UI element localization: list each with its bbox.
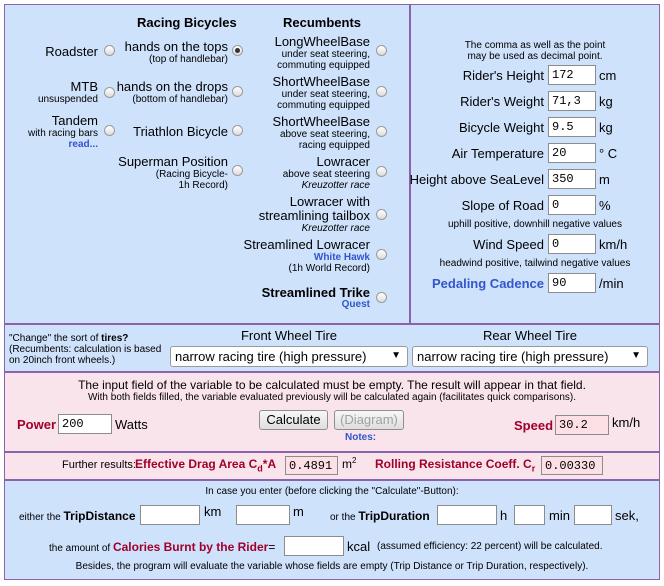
bike-weight-label: Bicycle Weight <box>458 120 544 135</box>
trip-distance-km-input[interactable] <box>140 505 200 525</box>
rolling-output[interactable]: 0.00330 <box>541 456 603 475</box>
lwb-radio[interactable] <box>376 45 387 56</box>
slope-unit: % <box>599 198 611 213</box>
trip-duration-min-unit: min <box>549 508 570 523</box>
drag-area-sub: d <box>257 463 263 474</box>
front-tire-select[interactable] <box>170 346 408 367</box>
wind-input[interactable]: 0 <box>548 234 596 254</box>
front-tire-value: narrow racing tire (high pressure) <box>175 349 367 364</box>
drag-area-output[interactable]: 0.4891 <box>285 456 338 475</box>
trip-duration-min-input[interactable] <box>514 505 545 525</box>
tire-change-text: "Change" the sort of <box>9 333 102 344</box>
drag-area-unit <box>342 456 356 471</box>
lwb-sublabel-2: commuting equipped <box>277 60 370 71</box>
racing-bicycles-header: Racing Bicycles <box>137 15 237 30</box>
height-input[interactable]: 172 <box>548 65 596 85</box>
stream-low-label: Streamlined Lowracer <box>243 237 370 252</box>
superman-radio[interactable] <box>232 165 243 176</box>
lwb-sublabel-1: under seat steering, <box>281 49 370 60</box>
speed-input[interactable]: 30.2 <box>555 415 609 435</box>
power-unit: Watts <box>115 417 148 432</box>
trip-duration-sek-input[interactable] <box>574 505 612 525</box>
tops-sublabel: (top of handlebar) <box>149 54 228 65</box>
weight-label: Rider's Weight <box>460 94 544 109</box>
triathlon-label: Triathlon Bicycle <box>133 124 228 139</box>
chevron-down-icon: ▼ <box>631 350 641 361</box>
cadence-unit: /min <box>599 276 624 291</box>
calories-label <box>49 540 275 554</box>
sea-input[interactable]: 350 <box>548 169 596 189</box>
quest-link[interactable]: Quest <box>341 299 370 310</box>
swb2-sublabel-2: racing equipped <box>298 140 370 151</box>
or-text: or the <box>330 512 359 523</box>
lowtail-label-2: streamlining tailbox <box>258 208 370 223</box>
calculate-button[interactable]: Calculate <box>259 410 328 430</box>
superman-label: Superman Position <box>118 154 228 169</box>
drag-area-tail: *A <box>262 457 277 471</box>
calories-prefix: the amount of <box>49 543 113 554</box>
drops-sublabel: (bottom of handlebar) <box>132 94 228 105</box>
swb-radio[interactable] <box>376 86 387 97</box>
rear-tire-select[interactable] <box>412 346 648 367</box>
lowracer-sublabel-1: above seat steering <box>282 169 370 180</box>
drag-area-unit-sup: 2 <box>352 456 357 465</box>
tire-change-note-3: on 20inch front wheels.) <box>9 355 116 366</box>
swb-sublabel-2: commuting equipped <box>277 100 370 111</box>
speed-label: Speed <box>514 418 554 433</box>
rolling-label <box>375 457 535 473</box>
calories-text: Calories Burnt by the Rider <box>112 540 269 554</box>
drops-label: hands on the drops <box>116 79 228 94</box>
slope-input[interactable]: 0 <box>548 195 596 215</box>
swb-label: ShortWheelBase <box>272 74 370 89</box>
front-tire-header: Front Wheel Tire <box>240 328 338 343</box>
lowracer-radio[interactable] <box>376 166 387 177</box>
wind-note: headwind positive, tailwind negative values <box>439 258 631 269</box>
weight-unit: kg <box>599 94 613 109</box>
mtb-radio[interactable] <box>104 87 115 98</box>
trip-duration-h-input[interactable] <box>437 505 497 525</box>
sea-label: Height above SeaLevel <box>409 172 544 187</box>
lowtail-sublabel: Kreuzotter race <box>301 223 370 234</box>
tire-change-note-2: (Recumbents: calculation is based <box>9 344 162 355</box>
roadster-label: Roadster <box>45 44 98 59</box>
calories-input[interactable] <box>284 536 344 556</box>
recumbents-header: Recumbents <box>283 15 362 30</box>
calories-eq: = <box>268 540 276 554</box>
drops-radio[interactable] <box>232 86 243 97</box>
drag-area-label <box>135 457 276 473</box>
weight-input[interactable]: 71,3 <box>548 91 596 111</box>
tandem-radio[interactable] <box>104 125 115 136</box>
rear-tire-value: narrow racing tire (high pressure) <box>417 349 609 364</box>
stream-low-radio[interactable] <box>376 249 387 260</box>
trike-label: Streamlined Trike <box>261 285 370 300</box>
slope-note: uphill positive, downhill negative values <box>448 219 622 230</box>
lowtail-radio[interactable] <box>376 209 387 220</box>
white-hawk-link[interactable]: White Hawk <box>313 252 370 263</box>
temp-input[interactable]: 20 <box>548 143 596 163</box>
trip-distance-label <box>19 509 136 523</box>
slope-label: Slope of Road <box>461 198 544 213</box>
diagram-button[interactable]: (Diagram) <box>334 410 404 430</box>
trip-duration-h-unit: h <box>500 508 508 523</box>
bike-weight-unit: kg <box>599 120 613 135</box>
trike-radio[interactable] <box>376 292 387 303</box>
lowtail-label-1: Lowracer with <box>289 194 370 209</box>
bike-weight-input[interactable]: 9.5 <box>548 117 596 137</box>
rolling-text: Rolling Resistance Coeff. C <box>375 457 532 471</box>
calories-unit: kcal <box>347 539 371 554</box>
power-input[interactable]: 200 <box>58 414 112 434</box>
superman-sublabel-2: 1h Record) <box>178 180 228 191</box>
besides-note: Besides, the program will evaluate the variable whose fields are empty (Trip Distance or Trip Duration, respectively). <box>75 561 589 572</box>
notes-link[interactable]: Notes: <box>345 432 377 443</box>
cadence-label[interactable]: Pedaling Cadence <box>432 276 544 291</box>
swb2-radio[interactable] <box>376 126 387 137</box>
lwb-label: LongWheelBase <box>274 34 370 49</box>
temp-unit: ° C <box>599 146 618 161</box>
roadster-radio[interactable] <box>104 45 115 56</box>
cadence-input[interactable]: 90 <box>548 273 596 293</box>
height-label: Rider's Height <box>462 68 544 83</box>
temp-label: Air Temperature <box>451 146 544 161</box>
lowracer-label: Lowracer <box>316 154 370 169</box>
decimal-note-1: The comma as well as the point <box>464 40 606 51</box>
tops-label: hands on the tops <box>124 39 228 54</box>
tandem-sublabel: with racing bars <box>27 128 98 139</box>
further-label: Further results: <box>62 459 136 471</box>
trip-duration-sek-unit: sek, <box>615 508 639 523</box>
calc-info-2: With both fields filled, the variable evaluated previously will be calculated again (facilitates quick comparisons). <box>87 392 577 403</box>
calories-note: (assumed efficiency: 22 percent) will be calculated. <box>377 541 603 552</box>
swb-sublabel-1: under seat steering, <box>281 89 370 100</box>
wind-label: Wind Speed <box>473 237 544 252</box>
speed-unit: km/h <box>612 415 641 430</box>
wind-unit: km/h <box>599 237 628 252</box>
swb2-label: ShortWheelBase <box>272 114 370 129</box>
trip-distance-m-input[interactable] <box>236 505 290 525</box>
lowracer-sublabel-2: Kreuzotter race <box>301 180 370 191</box>
drag-area-unit-text: m <box>342 457 352 471</box>
rolling-sub: r <box>531 463 536 474</box>
drag-area-text: Effective Drag Area C <box>135 457 258 471</box>
height-unit: cm <box>599 68 617 83</box>
superman-sublabel-1: (Racing Bicycle- <box>155 169 228 180</box>
rear-tire-header: Rear Wheel Tire <box>483 328 577 343</box>
decimal-note-2: may be used as decimal point. <box>467 51 603 62</box>
tandem-read-link[interactable]: read... <box>68 139 98 150</box>
mtb-sublabel: unsuspended <box>37 94 98 105</box>
mtb-label: MTB <box>70 79 98 94</box>
power-label: Power <box>17 417 57 432</box>
trip-distance-m-unit: m <box>293 504 304 519</box>
trip-distance-km-unit: km <box>204 504 222 519</box>
stream-low-sublabel: (1h World Record) <box>288 263 370 274</box>
triathlon-radio[interactable] <box>232 125 243 136</box>
tire-change-bold: tires? <box>101 333 129 344</box>
swb2-sublabel-1: above seat steering, <box>279 129 370 140</box>
trip-distance-text: TripDistance <box>63 509 136 523</box>
tire-change-note <box>9 333 128 344</box>
either-text: either the <box>19 512 64 523</box>
sea-unit: m <box>599 172 610 187</box>
chevron-down-icon: ▼ <box>391 350 401 361</box>
trip-intro: In case you enter (before clicking the "Calculate"-Button): <box>205 486 459 497</box>
tandem-label: Tandem <box>51 113 98 128</box>
trip-duration-label <box>330 509 430 523</box>
tops-radio[interactable] <box>232 45 243 56</box>
trip-duration-text: TripDuration <box>358 509 430 523</box>
calc-info-1: The input field of the variable to be calculated must be empty. The result will appear in that field. <box>78 378 586 392</box>
